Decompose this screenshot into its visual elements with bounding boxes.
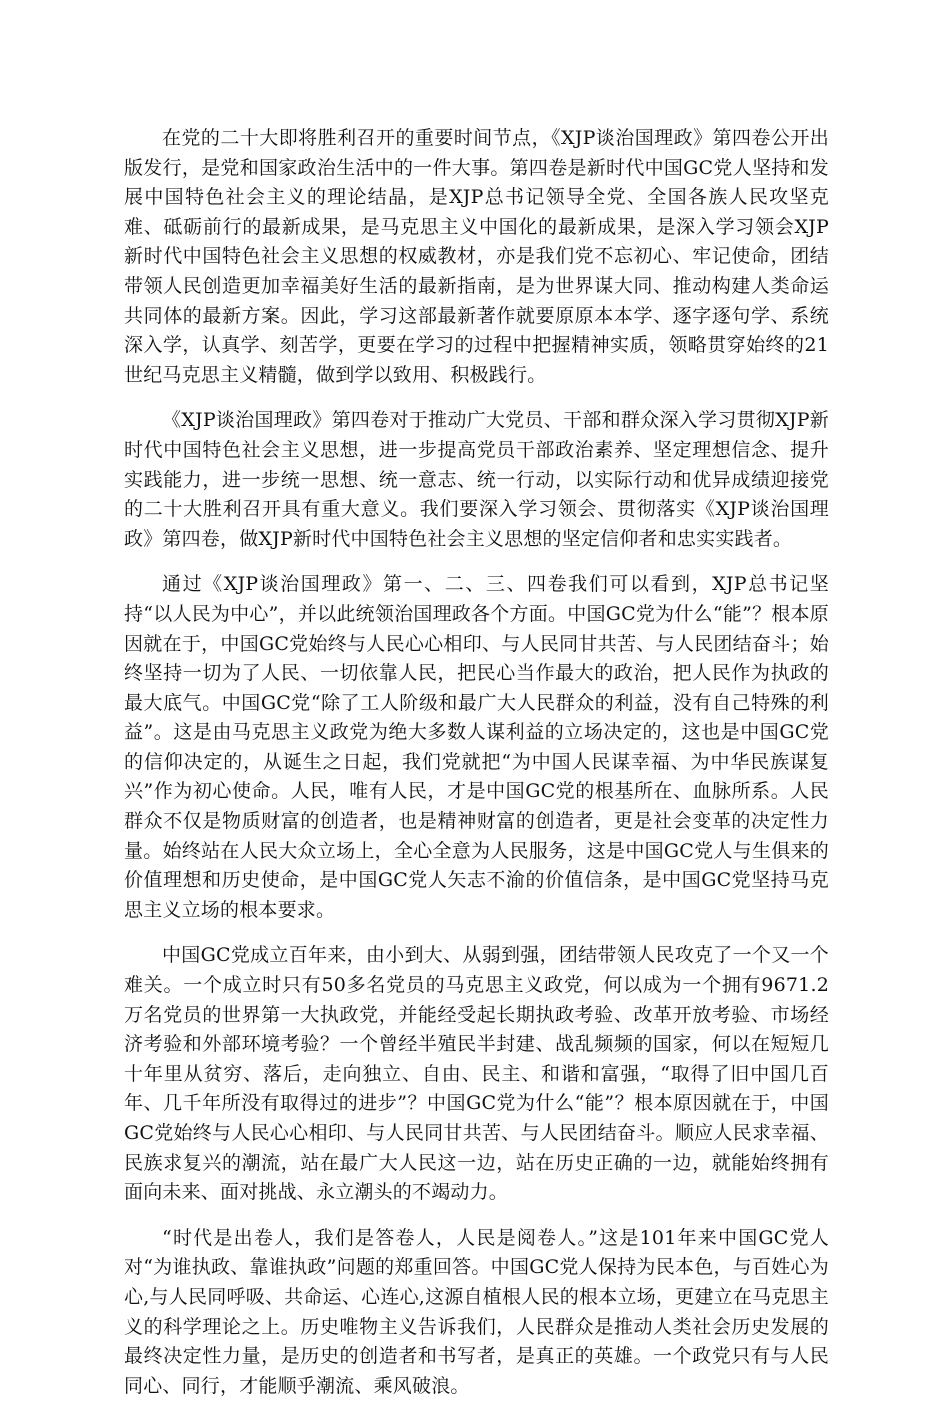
paragraph-1: 在党的二十大即将胜利召开的重要时间节点，《XJP谈治国理政》第四卷公开出版发行，是党和国家政治生活中的一件大事。第四卷是新时代中国GC党人坚持和发展中国特色社会主义的理论结晶，是XJP总书记领导全党、全国各族人民攻坚克难、砥砺前行的最新成果，是马克思主义中国化的最新成果，是深入学习领会XJP新时代中国特色社会主义思想的权威教材，亦是我们党不忘初心、牢记使命，团结带领人民创造更加幸福美好生活的最新指南，是为世界谋大同、推动构建人类命运共同体的最新方案。因此，学习这部最新著作就要原原本本学、逐字逐句学、系统深入学，认真学、刻苦学，更要在学习的过程中把握精神实质，领略贯穿始终的21世纪马克思主义精髓，做到学以致用、积极践行。 — [124, 127, 829, 386]
paragraph-2: 《XJP谈治国理政》第四卷对于推动广大党员、干部和群众深入学习贯彻XJP新时代中国特色社会主义思想，进一步提高党员干部政治素养、坚定理想信念、提升实践能力，进一步统一思想、统一意志、统一行动，以实际行动和优异成绩迎接党的二十大胜利召开具有重大意义。我们要深入学习领会、贯彻落实《XJP谈治国理政》第四卷，做XJP新时代中国特色社会主义思想的坚定信仰者和忠实实践者。 — [124, 409, 829, 550]
paragraph-4: 中国GC党成立百年来，由小到大、从弱到强，团结带领人民攻克了一个又一个难关。一个成立时只有50多名党员的马克思主义政党，何以成为一个拥有9671.2万名党员的世界第一大执政党，并能经受起长期执政考验、改革开放考验、市场经济考验和外部环境考验？一个曾经半殖民半封建、战乱频频的国家，何以在短短几十年里从贫穷、落后，走向独立、自由、民主、和谐和富强，“取得了旧中国几百年、几千年所没有取得过的进步”？中国GC党为什么“能”？根本原因就在于，中国GC党始终与人民心心相印、与人民同甘共苦、与人民团结奋斗。顺应人民求幸福、民族求复兴的潮流，站在最广大人民这一边，站在历史正确的一边，就能始终拥有面向未来、面对挑战、永立潮头的不竭动力。 — [124, 944, 829, 1204]
paragraph-3: 通过《XJP谈治国理政》第一、二、三、四卷我们可以看到，XJP总书记坚持“以人民为中心”，并以此统领治国理政各个方面。中国GC党为什么“能”？根本原因就在于，中国GC党始终与人民心心相印、与人民同甘共苦、与人民团结奋斗；始终坚持一切为了人民、一切依靠人民，把民心当作最大的政治，把人民作为执政的最大底气。中国GC党“除了工人阶级和最广大人民群众的利益，没有自己特殊的利益”。这是由马克思主义政党为绝大多数人谋利益的立场决定的，这也是中国GC党的信仰决定的，从诞生之日起，我们党就把“为中国人民谋幸福、为中华民族谋复兴”作为初心使命。人民，唯有人民，才是中国GC党的根基所在、血脉所系。人民群众不仅是物质财富的创造者，也是精神财富的创造者，更是社会变革的决定性力量。始终站在人民大众立场上，全心全意为人民服务，这是中国GC党人与生俱来的价值理想和历史使命，是中国GC党人矢志不渝的价值信条，是中国GC党坚持马克思主义立场的根本要求。 — [124, 573, 829, 921]
document-body — [124, 124, 829, 1417]
paragraph-5: “时代是出卷人，我们是答卷人，人民是阅卷人。”这是101年来中国GC党人对“为谁执政、靠谁执政”问题的郑重回答。中国GC党人保持为民本色，与百姓心为心,与人民同呼吸、共命运、心连心,这源自植根人民的根本立场，更建立在马克思主义的科学理论之上。历史唯物主义告诉我们，人民群众是推动人类社会历史发展的最终决定性力量，是历史的创造者和书写者，是真正的英雄。一个政党只有与人民同心、同行，才能顺乎潮流、乘风破浪。 — [124, 1226, 829, 1397]
